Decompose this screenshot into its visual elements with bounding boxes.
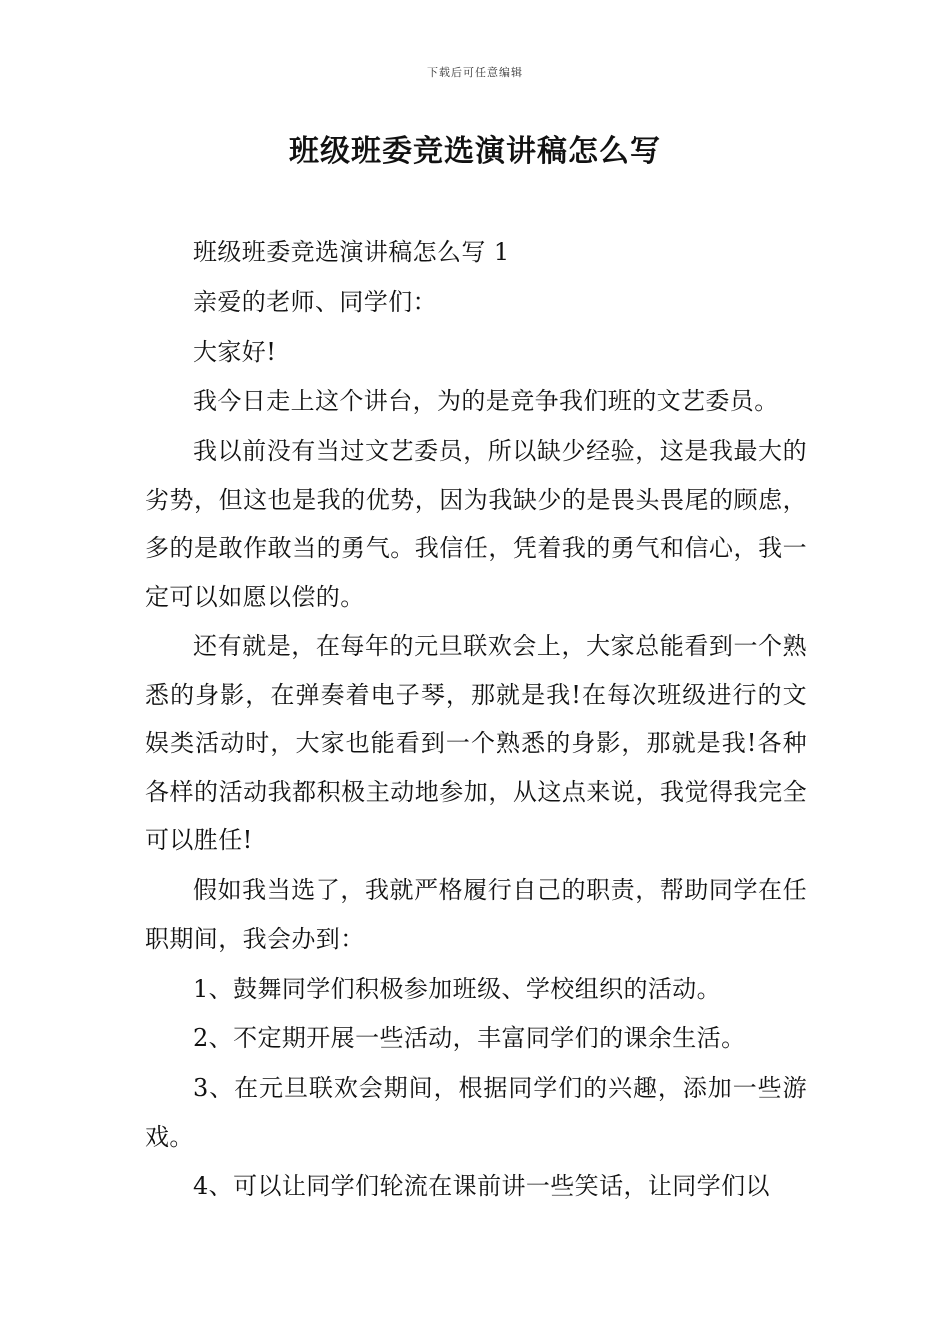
body-paragraph: 我以前没有当过文艺委员，所以缺少经验，这是我最大的劣势，但这也是我的优势，因为我缺少的是畏头畏尾的顾虑，多的是敢作敢当的勇气。我信任，凭着我的勇气和信心，我一定可以如愿以偿的。 xyxy=(145,437,807,611)
header-note: 下载后可任意编辑 xyxy=(427,66,523,79)
list-item-paragraph: 1、鼓舞同学们积极参加班级、学校组织的活动。 xyxy=(193,974,722,1003)
list-item-paragraph: 3、在元旦联欢会期间，根据同学们的兴趣，添加一些游戏。 xyxy=(145,1074,807,1151)
hello-paragraph: 大家好! xyxy=(193,337,277,366)
greeting-paragraph: 亲爱的老师、同学们： xyxy=(193,287,437,316)
body-paragraph: 还有就是，在每年的元旦联欢会上，大家总能看到一个熟悉的身影，在弹奏着电子琴，那就是我!在每次班级进行的文娱类活动时，大家也能看到一个熟悉的身影，那就是我!各种各样的活动我都积极主动地参加，从这点来说，我觉得我完全可以胜任! xyxy=(145,632,807,855)
list-item-paragraph: 2、不定期开展一些活动，丰富同学们的课余生活。 xyxy=(193,1024,746,1053)
document-title: 班级班委竞选演讲稿怎么写 xyxy=(289,134,661,169)
body-paragraph: 假如我当选了，我就严格履行自己的职责，帮助同学在任职期间，我会办到： xyxy=(145,876,807,953)
list-item-paragraph: 4、可以让同学们轮流在课前讲一些笑话，让同学们以 xyxy=(193,1172,770,1201)
body-paragraph: 我今日走上这个讲台，为的是竞争我们班的文艺委员。 xyxy=(193,387,779,416)
document-body xyxy=(145,228,807,1212)
subtitle-paragraph: 班级班委竞选演讲稿怎么写 1 xyxy=(193,238,510,266)
